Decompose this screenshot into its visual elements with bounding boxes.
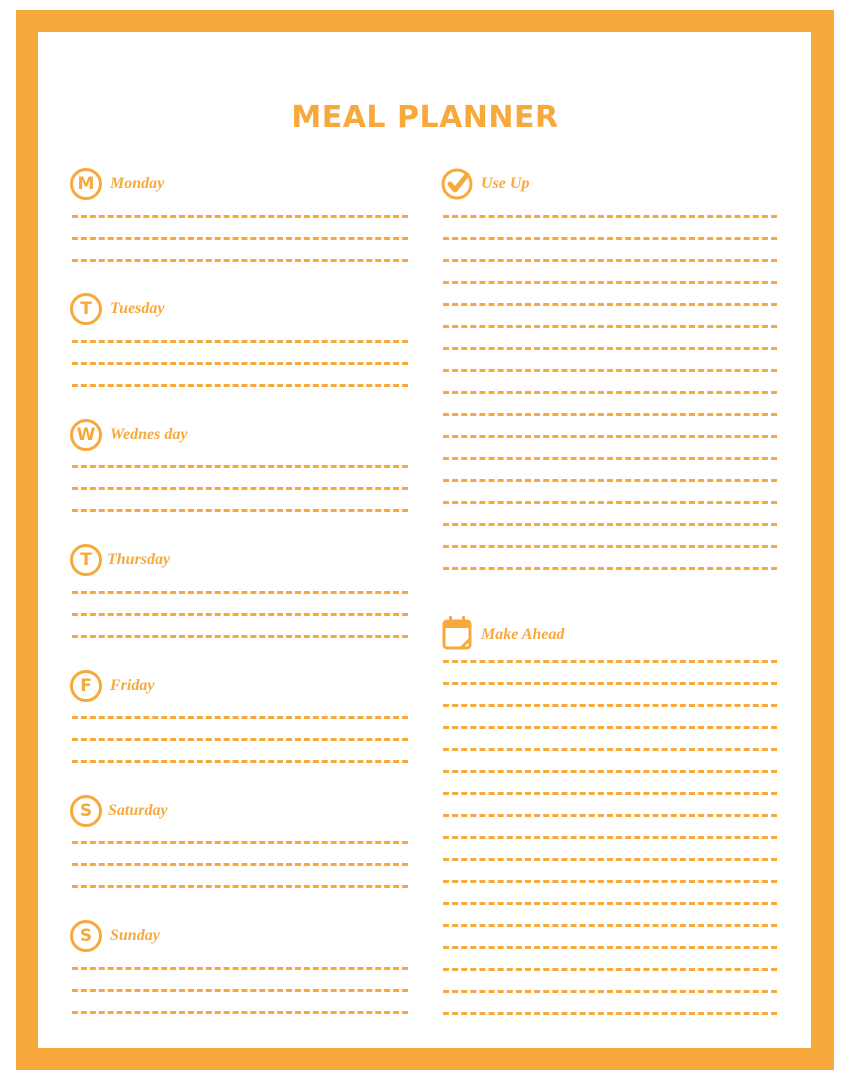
writing-line[interactable] (72, 384, 408, 387)
writing-line[interactable] (443, 704, 777, 707)
writing-line[interactable] (443, 836, 777, 839)
day-sunday (70, 920, 410, 1020)
day-saturday (70, 795, 410, 895)
writing-line[interactable] (443, 303, 777, 306)
writing-line[interactable] (443, 545, 777, 548)
writing-line[interactable] (443, 347, 777, 350)
writing-line[interactable] (72, 885, 408, 888)
writing-line[interactable] (72, 509, 408, 512)
writing-line[interactable] (72, 487, 408, 490)
writing-line[interactable] (443, 726, 777, 729)
make-ahead-label: Make Ahead (481, 626, 565, 643)
writing-line[interactable] (72, 591, 408, 594)
checkmark-circle-icon (441, 168, 473, 200)
writing-line[interactable] (72, 760, 408, 763)
writing-line[interactable] (72, 716, 408, 719)
writing-line[interactable] (443, 660, 777, 663)
day-letter-icon: T (70, 544, 102, 576)
writing-line[interactable] (72, 967, 408, 970)
page-title: MEAL PLANNER (291, 100, 559, 135)
writing-line[interactable] (72, 465, 408, 468)
day-letter-icon: S (70, 795, 102, 827)
writing-line[interactable] (443, 792, 777, 795)
day-letter-icon: W (70, 419, 102, 451)
writing-line[interactable] (72, 841, 408, 844)
day-label: Friday (110, 677, 155, 694)
writing-line[interactable] (443, 924, 777, 927)
writing-line[interactable] (443, 946, 777, 949)
day-label: Saturday (108, 802, 168, 819)
writing-line[interactable] (443, 902, 777, 905)
writing-line[interactable] (443, 748, 777, 751)
writing-line[interactable] (72, 237, 408, 240)
day-thursday (70, 544, 410, 644)
writing-line[interactable] (443, 814, 777, 817)
writing-line[interactable] (443, 325, 777, 328)
writing-line[interactable] (443, 391, 777, 394)
day-monday (70, 168, 410, 268)
writing-line[interactable] (443, 369, 777, 372)
writing-line[interactable] (443, 413, 777, 416)
day-label: Sunday (110, 927, 160, 944)
writing-line[interactable] (443, 215, 777, 218)
writing-line[interactable] (443, 858, 777, 861)
writing-line[interactable] (443, 990, 777, 993)
day-letter-icon: T (70, 293, 102, 325)
writing-line[interactable] (443, 259, 777, 262)
writing-line[interactable] (72, 362, 408, 365)
use-up-section (441, 168, 781, 578)
day-letter-icon: S (70, 920, 102, 952)
writing-line[interactable] (443, 770, 777, 773)
day-wednesday (70, 419, 410, 519)
writing-line[interactable] (443, 880, 777, 883)
make-ahead-section (441, 615, 781, 1035)
writing-line[interactable] (72, 635, 408, 638)
writing-line[interactable] (443, 501, 777, 504)
day-letter-icon: F (70, 670, 102, 702)
writing-line[interactable] (443, 479, 777, 482)
writing-line[interactable] (443, 1012, 777, 1015)
calendar-icon (441, 615, 473, 651)
writing-line[interactable] (443, 682, 777, 685)
day-friday (70, 670, 410, 770)
writing-line[interactable] (443, 457, 777, 460)
day-label: Thursday (107, 551, 171, 568)
writing-line[interactable] (72, 613, 408, 616)
writing-line[interactable] (443, 523, 777, 526)
writing-line[interactable] (72, 863, 408, 866)
writing-line[interactable] (443, 567, 777, 570)
day-tuesday (70, 293, 410, 393)
use-up-label: Use Up (481, 175, 530, 192)
writing-line[interactable] (443, 281, 777, 284)
writing-line[interactable] (72, 738, 408, 741)
writing-line[interactable] (72, 989, 408, 992)
writing-line[interactable] (72, 1011, 408, 1014)
day-label: Tuesday (110, 300, 165, 317)
writing-line[interactable] (443, 237, 777, 240)
writing-line[interactable] (72, 215, 408, 218)
writing-line[interactable] (72, 259, 408, 262)
day-label: Monday (110, 175, 165, 192)
writing-line[interactable] (443, 435, 777, 438)
writing-line[interactable] (72, 340, 408, 343)
writing-line[interactable] (443, 968, 777, 971)
day-letter-icon: M (70, 168, 102, 200)
day-label: Wednes day (110, 426, 188, 443)
